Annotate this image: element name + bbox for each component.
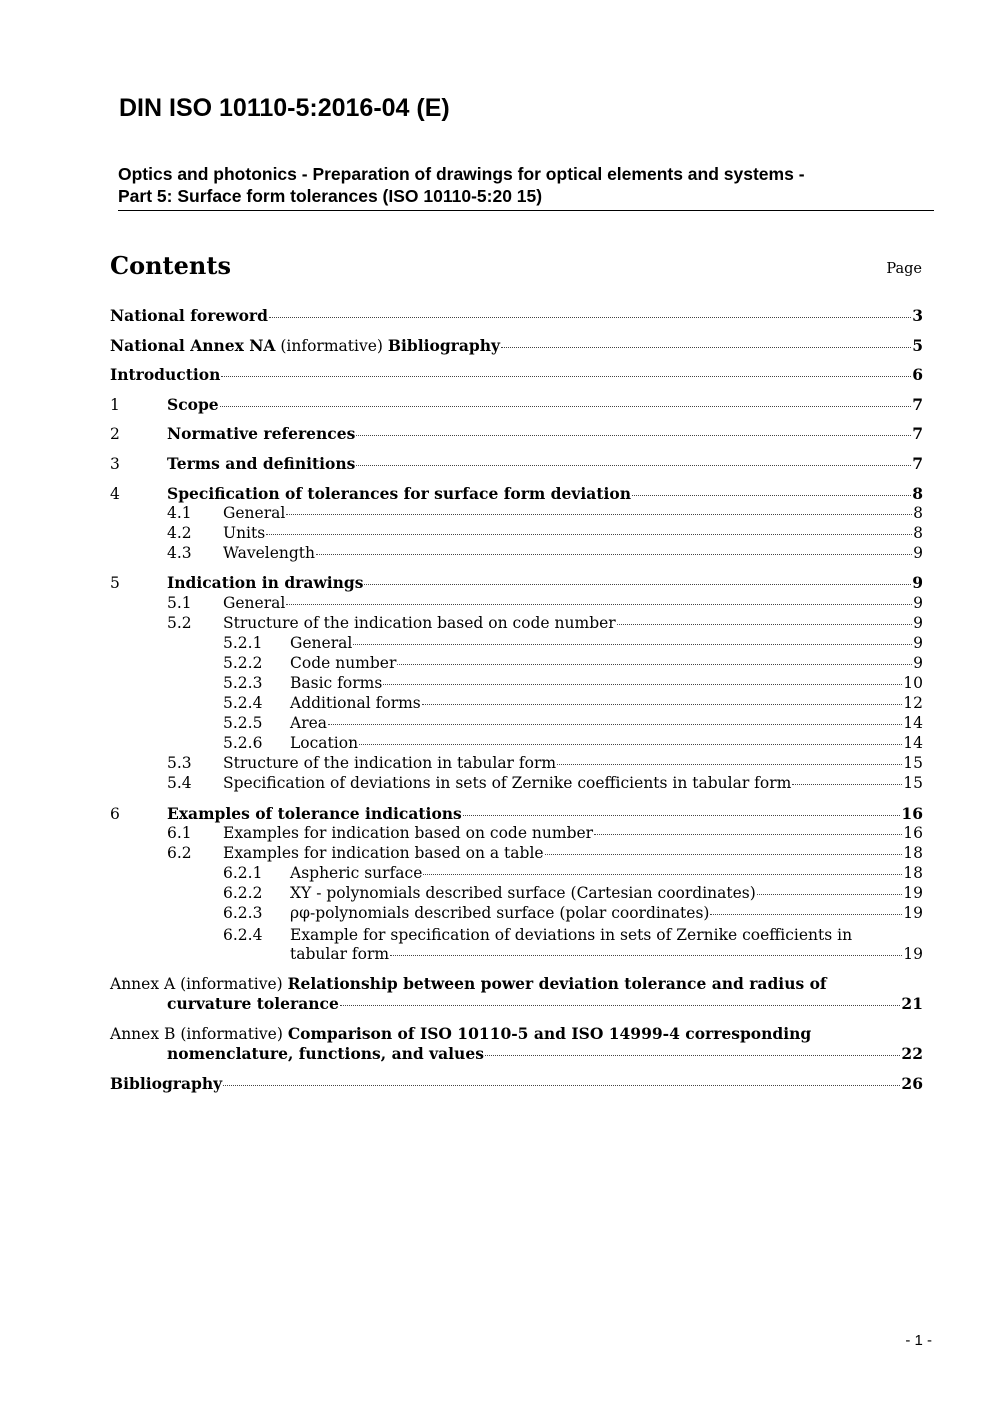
toc-entry-label: nomenclature, functions, and values [167, 1044, 484, 1063]
toc-entry-6-2-1[interactable] [110, 864, 923, 884]
toc-entry-5-2-5[interactable] [110, 714, 923, 734]
toc-entry-page: 15 [903, 774, 923, 793]
dot-leader [422, 704, 903, 705]
contents-heading: Contents [110, 251, 231, 280]
toc-entry-4-2[interactable] [110, 524, 923, 544]
toc-entry-page: 7 [912, 424, 923, 444]
dot-leader [463, 815, 901, 816]
toc-entry-page: 9 [913, 543, 923, 562]
toc-entry-6[interactable] [110, 804, 923, 824]
dot-leader [269, 317, 911, 318]
toc-entry-label: Wavelength [223, 543, 316, 562]
toc-entry-page: 16 [903, 824, 923, 843]
dot-leader [220, 406, 912, 407]
dot-leader [632, 495, 911, 496]
toc-entry-6-2-4[interactable] [110, 925, 923, 965]
dot-leader [423, 874, 902, 875]
toc-entry-label: Examples for indication based on code number [223, 824, 594, 843]
toc-entry-label: Location [290, 734, 359, 753]
toc-entry-number: 6.2.3 [223, 904, 263, 923]
toc-entry-introduction[interactable] [110, 365, 923, 385]
toc-entry-number: 3 [110, 454, 120, 473]
toc-entry-6-1[interactable] [110, 824, 923, 844]
toc-entry-number: 2 [110, 425, 120, 444]
dot-leader [594, 834, 902, 835]
toc-entry-page: 14 [903, 714, 923, 733]
title-divider [118, 210, 934, 211]
toc-entry-label: Examples for indication based on a table [223, 844, 544, 863]
toc-entry-page: 10 [903, 673, 923, 692]
toc-entry-4-3[interactable] [110, 544, 923, 564]
toc-entry-annex-b[interactable] [110, 1024, 923, 1064]
toc-entry-page: 12 [903, 694, 923, 712]
toc-entry-number: 5.2.6 [223, 734, 263, 753]
toc-entry-number: 5.2.3 [223, 673, 263, 692]
table-of-contents [110, 306, 923, 1094]
toc-entry-label: General [290, 633, 353, 652]
toc-entry-6-2[interactable] [110, 844, 923, 864]
toc-entry-4[interactable] [110, 484, 923, 504]
toc-entry-number: 6.2 [167, 844, 192, 863]
toc-entry-number: 6.1 [167, 824, 192, 843]
dot-leader [286, 514, 912, 515]
toc-entry-page: 7 [912, 394, 923, 414]
toc-entry-2[interactable] [110, 424, 923, 444]
toc-entry-label: Aspheric surface [290, 864, 423, 883]
toc-entry-5-2-4[interactable] [110, 694, 923, 714]
dot-leader [792, 784, 902, 785]
toc-entry-number: 5.2.4 [223, 694, 263, 712]
toc-entry-label: tabular form [290, 944, 390, 963]
annex-type: (informative) [175, 1024, 288, 1043]
toc-entry-label: Structure of the indication based on code number [223, 613, 616, 632]
toc-entry-number: 6.2.1 [223, 864, 263, 883]
toc-entry-page: 9 [913, 593, 923, 612]
dot-leader [485, 1055, 901, 1056]
toc-entry-5-4[interactable] [110, 774, 923, 794]
toc-entry-5-2-6[interactable] [110, 734, 923, 754]
toc-entry-page: 9 [913, 613, 923, 632]
document-id: DIN ISO 10110-5:2016-04 (E) [119, 94, 450, 122]
toc-entry-number: 5.1 [167, 593, 192, 612]
toc-entry-5-2-2[interactable] [110, 654, 923, 674]
toc-entry-number: 5.2.5 [223, 714, 263, 733]
page-number: - 1 - [905, 1332, 932, 1349]
toc-entry-4-1[interactable] [110, 504, 923, 524]
toc-entry-5[interactable] [110, 573, 923, 593]
toc-entry-label: Units [223, 523, 266, 542]
subtitle-line-1: Optics and photonics - Preparation of drawings for optical elements and systems - [118, 164, 805, 184]
toc-entry-annex-a[interactable] [110, 974, 923, 1014]
annex-designation: Annex A [110, 975, 176, 994]
toc-entry-label: General [223, 593, 286, 612]
dot-leader [757, 894, 902, 895]
toc-entry-label: Specification of tolerances for surface form deviation [167, 483, 631, 503]
toc-entry-number: 1 [110, 395, 120, 414]
dot-leader [710, 914, 902, 915]
dot-leader [501, 347, 911, 348]
toc-entry-label: Indication in drawings [167, 573, 364, 593]
toc-entry-page: 18 [903, 864, 923, 883]
toc-entry-page: 6 [912, 365, 923, 385]
dot-leader [356, 465, 911, 466]
dot-leader [353, 644, 912, 645]
toc-entry-number: 4.2 [167, 523, 192, 542]
toc-entry-page: 26 [901, 1073, 923, 1093]
toc-entry-label: Additional forms [290, 694, 421, 712]
subtitle-line-2: Part 5: Surface form tolerances (ISO 10110-5:20 15) [118, 186, 543, 206]
toc-entry-label-line1: Comparison of ISO 10110-5 and ISO 14999-4 corresponding [287, 1023, 812, 1043]
toc-entry-5-3[interactable] [110, 754, 923, 774]
toc-entry-label: curvature tolerance [167, 994, 339, 1014]
toc-entry-number: 5.4 [167, 774, 192, 793]
toc-entry-6-2-3[interactable] [110, 904, 923, 924]
toc-entry-number: 6.2.4 [223, 925, 263, 944]
toc-entry-number: 6.2.2 [223, 884, 263, 903]
dot-leader [328, 724, 902, 725]
dot-leader [545, 854, 903, 855]
toc-entry-5-2-3[interactable] [110, 674, 923, 694]
toc-entry-3[interactable] [110, 454, 923, 474]
document-subtitle [118, 163, 934, 207]
dot-leader [617, 624, 912, 625]
toc-entry-page: 19 [903, 944, 923, 963]
toc-entry-page: 9 [913, 633, 923, 652]
toc-entry-label: General [223, 503, 286, 522]
toc-entry-number: 5 [110, 574, 120, 593]
toc-entry-label: Bibliography [110, 1073, 223, 1093]
toc-entry-label: Structure of the indication in tabular form [223, 754, 557, 773]
toc-entry-national-foreword[interactable] [110, 306, 923, 326]
toc-entry-1[interactable] [110, 395, 923, 415]
toc-entry-label: XY - polynomials described surface (Cartesian coordinates) [290, 884, 756, 903]
toc-entry-page: 19 [903, 884, 923, 903]
annex-type: (informative) [175, 975, 288, 994]
annex-type: (informative) [275, 336, 388, 355]
toc-entry-5-1[interactable] [110, 594, 923, 614]
toc-entry-6-2-2[interactable] [110, 884, 923, 904]
dot-leader [286, 604, 912, 605]
toc-entry-page: 14 [903, 734, 923, 753]
toc-entry-label: Examples of tolerance indications [167, 803, 462, 823]
toc-entry-label: Specification of deviations in sets of Zernike coefficients in tabular form [223, 774, 792, 793]
toc-entry-label: Introduction [110, 365, 221, 385]
toc-entry-page: 16 [901, 803, 923, 823]
dot-leader [390, 955, 902, 956]
toc-entry-number: 6 [110, 804, 120, 823]
toc-entry-label [110, 336, 500, 355]
dot-leader [340, 1005, 901, 1006]
dot-leader [557, 764, 902, 765]
toc-entry-page: 9 [912, 573, 923, 593]
dot-leader [316, 554, 912, 555]
toc-entry-page: 3 [912, 306, 923, 325]
toc-entry-label-line1: Relationship between power deviation tolerance and radius of [287, 974, 827, 994]
toc-entry-page: 9 [913, 653, 923, 672]
annex-title: Bibliography [387, 335, 500, 355]
dot-leader [221, 376, 911, 377]
toc-entry-5-2-1[interactable] [110, 634, 923, 654]
toc-entry-page: 18 [903, 844, 923, 863]
dot-leader [266, 534, 912, 535]
toc-entry-number: 5.2 [167, 613, 192, 632]
toc-entry-label: Terms and definitions [167, 453, 356, 473]
toc-entry-page: 5 [912, 335, 923, 355]
toc-entry-5-2[interactable] [110, 614, 923, 634]
dot-leader [383, 684, 902, 685]
dot-leader [397, 664, 912, 665]
toc-entry-page: 15 [903, 754, 923, 773]
toc-entry-number: 5.3 [167, 754, 192, 773]
annex-designation: National Annex NA [110, 335, 276, 355]
toc-entry-label: Normative references [167, 424, 356, 444]
toc-entry-number: 4 [110, 484, 120, 503]
toc-entry-label: National foreword [110, 306, 268, 325]
toc-entry-page: 22 [901, 1044, 923, 1063]
toc-entry-page: 8 [912, 483, 923, 503]
toc-entry-national-annex-na[interactable] [110, 336, 923, 356]
dot-leader [356, 435, 911, 436]
dot-leader [364, 584, 911, 585]
toc-entry-number: 4.1 [167, 503, 192, 522]
toc-entry-label: Scope [167, 394, 219, 414]
toc-entry-page: 19 [903, 904, 923, 923]
annex-designation: Annex B [110, 1024, 176, 1043]
toc-entry-label: Area [290, 714, 328, 733]
toc-entry-page: 21 [901, 994, 923, 1014]
toc-entry-label: Code number [290, 653, 397, 672]
toc-entry-label: Basic forms [290, 673, 383, 692]
dot-leader [359, 744, 902, 745]
toc-entry-number: 5.2.2 [223, 653, 263, 672]
toc-entry-bibliography[interactable] [110, 1074, 923, 1094]
toc-entry-label-line1: Example for specification of deviations in sets of Zernike coefficients in [290, 925, 853, 944]
toc-entry-page: 7 [912, 453, 923, 473]
toc-entry-page: 8 [913, 503, 923, 522]
dot-leader [223, 1085, 900, 1086]
toc-entry-page: 8 [913, 523, 923, 542]
toc-entry-number: 5.2.1 [223, 633, 263, 652]
page-column-label: Page [886, 261, 922, 277]
toc-entry-label: ρφ-polynomials described surface (polar coordinates) [290, 904, 710, 923]
toc-entry-number: 4.3 [167, 543, 192, 562]
